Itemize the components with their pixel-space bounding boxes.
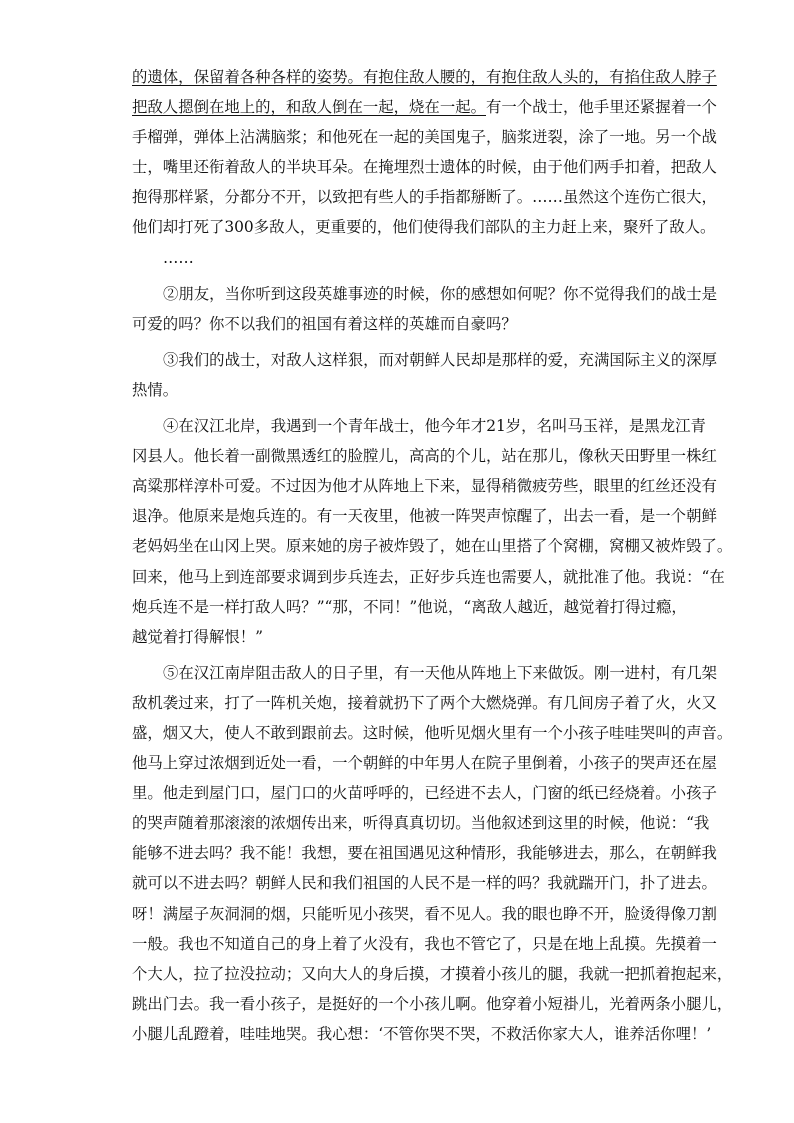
text-line: 一般。我也不知道自己的身上着了火没有，我也不管它了，只是在地上乱摸。先摸着一 — [132, 934, 717, 953]
text-line: 盛，烟又大，使人不敢到跟前去。这时候，他听见烟火里有一个小孩子哇哇哭叫的声音。 — [132, 723, 733, 742]
text-line: 老妈妈坐在山冈上哭。原来她的房子被炸毁了，她在山里搭了个窝棚，窝棚又被炸毁了。 — [132, 537, 733, 556]
text-line: 他们却打死了300多敌人，更重要的，他们使得我们部队的主力赶上来，聚歼了敌人。 — [132, 218, 716, 237]
text-line: 高粱那样淳朴可爱。不过因为他才从阵地上下来，显得稍微疲劳些，眼里的红丝还没有 — [132, 477, 717, 496]
text-line: 士，嘴里还衔着敌人的半块耳朵。在掩埋烈士遗体的时候，由于他们两手扣着，把敌人 — [132, 158, 717, 177]
text-line: 里。他走到屋门口，屋门口的火苗呼呼的，已经进不去人，门窗的纸已经烧着。小孩子 — [132, 784, 717, 803]
text-line: 个大人，拉了拉没拉动；又向大人的身后摸，才摸着小孩儿的腿，我就一把抓着抱起来， — [132, 964, 733, 983]
text-line: 就可以不进去吗？朝鲜人民和我们祖国的人民不是一样的吗？我就踹开门，扑了进去。 — [132, 874, 717, 893]
text-line: ⑤在汉江南岸阻击敌人的日子里，有一天他从阵地上下来做饭。刚一进村，有几架 — [163, 663, 718, 682]
text-line: 越觉着打得解恨！” — [132, 627, 263, 646]
text-line: 小腿儿乱蹬着，哇哇地哭。我心想：‘不管你哭不哭，不救活你家大人，谁养活你哩！’ — [132, 1024, 712, 1043]
text-line — [132, 92, 717, 122]
text-line: 能够不进去吗？我不能！我想，要在祖国遇见这种情形，我能够进去，那么，在朝鲜我 — [132, 844, 717, 863]
text-line — [132, 62, 717, 92]
text-line: 呀！满屋子灰洞洞的烟，只能听见小孩哭，看不见人。我的眼也睁不开，脸烫得像刀割 — [132, 904, 717, 923]
text-line: 跳出门去。我一看小孩子，是挺好的一个小孩儿啊。他穿着小短褂儿，光着两条小腿儿， — [132, 994, 733, 1013]
underlined-text: 的遗体，保留着各种各样的姿势。有抱住敌人腰的，有抱住敌人头的，有掐住敌人脖子 — [132, 68, 717, 86]
document-page — [132, 62, 733, 1049]
text-line: 热情。 — [132, 380, 179, 399]
text-line: ④在汉江北岸，我遇到一个青年战士，他今年才21岁，名叫马玉祥，是黑龙江青 — [163, 417, 706, 436]
article-body — [132, 62, 733, 1049]
text-line: ②朋友，当你听到这段英雄事迹的时候，你的感想如何呢？你不觉得我们的战士是 — [163, 284, 718, 303]
text-line: 敌机袭过来，打了一阵机关炮，接着就扔下了两个大燃烧弹。有几间房子着了火，火又 — [132, 693, 717, 712]
text-line: 手榴弹，弹体上沾满脑浆；和他死在一起的美国鬼子，脑浆迸裂，涂了一地。另一个战 — [132, 128, 717, 147]
text-line: 抱得那样紧，分都分不开，以致把有些人的手指都掰断了。……虽然这个连伤亡很大， — [132, 188, 717, 207]
underlined-text: 把敌人摁倒在地上的，和敌人倒在一起，烧在一起。 — [132, 98, 486, 117]
text-line: …… — [163, 248, 194, 267]
text-line: ③我们的战士，对敌人这样狠，而对朝鲜人民却是那样的爱，充满国际主义的深厚 — [163, 350, 718, 369]
text-line: 的哭声随着那滚滚的浓烟传出来，听得真真切切。当他叙述到这里的时候，他说：“我 — [132, 814, 710, 833]
text-line: 可爱的吗？你不以我们的祖国有着这样的英雄而自豪吗？ — [132, 314, 517, 333]
text-line: 冈县人。他长着一副微黑透红的脸膛儿，高高的个儿，站在那儿，像秋天田野里一株红 — [132, 447, 717, 466]
text-line: 他马上穿过浓烟到近处一看，一个朝鲜的中年男人在院子里倒着，小孩子的哭声还在屋 — [132, 754, 717, 773]
text-line: 炮兵连不是一样打敌人吗？”“那，不同！”他说，“离敌人越近，越觉着打得过瘾， — [132, 597, 687, 616]
text-line: 回来，他马上到连部要求调到步兵连去，正好步兵连也需要人，就批准了他。我说：“在 — [132, 567, 725, 586]
text-line: 退净。他原来是炮兵连的。有一天夜里，他被一阵哭声惊醒了，出去一看，是一个朝鲜 — [132, 507, 717, 526]
plain-text: 有一个战士，他手里还紧握着一个 — [486, 98, 717, 117]
